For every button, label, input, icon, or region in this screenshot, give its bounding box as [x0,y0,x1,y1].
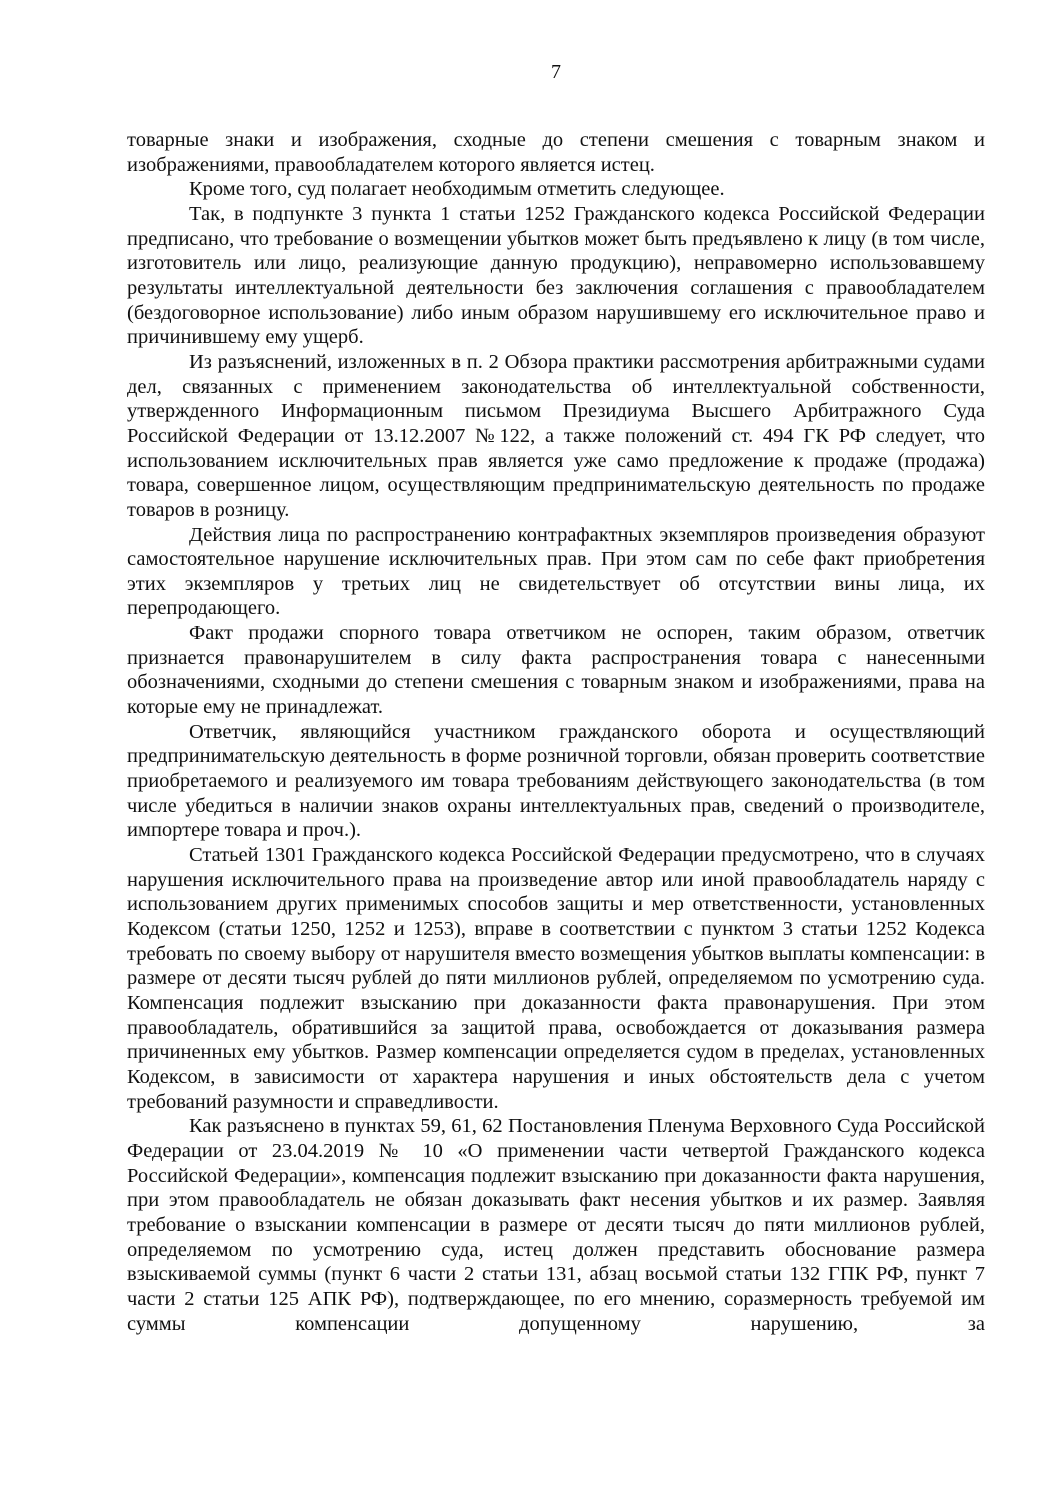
paragraph: Кроме того, суд полагает необходимым отметить следующее. [189,178,725,201]
paragraph: Статьей 1301 Гражданского кодекса Российской Федерации предусмотрено, что в случаях нарушения исключительного права на произведение автор или иной правообладатель наряду с использованием других применимых способов защиты и мер ответственности, установленных Кодексом (статьи 1250, 1252 и 1253), вправе в соответствии с пунктом 3 статьи 1252 Кодекса требовать по своему выбору от нарушителя вместо возмещения убытков выплаты компенсации: в размере от десяти тысяч рублей до пяти миллионов рублей, определяемом по усмотрению суда. Компенсация подлежит взысканию при доказанности факта правонарушения. При этом правообладатель, обратившийся за защитой права, освобождается от доказывания размера причиненных ему убытков. Размер компенсации определяется судом в пределах, установленных Кодексом, в зависимости от характера нарушения и иных обстоятельств дела с учетом требований разумности и справедливости. [127,844,985,1113]
page-number: 7 [551,61,561,83]
paragraph: Так, в подпункте 3 пункта 1 статьи 1252 Гражданского кодекса Российской Федерации предписано, что требование о возмещении убытков может быть предъявлено к лицу (в том числе, изготовитель или лицо, реализующие данную продукцию), неправомерно использовавшему результаты интеллектуальной деятельности без заключения соглашения с правообладателем (бездоговорное использование) либо иным образом нарушившему его исключительное право и причинившему ему ущерб. [127,202,985,349]
paragraph: товарные знаки и изображения, сходные до степени смешения с товарным знаком и изображениями, правообладателем которого является истец. [127,129,985,176]
paragraph: Как разъяснено в пунктах 59, 61, 62 Постановления Пленума Верховного Суда Российской Федерации от 23.04.2019 № 10 «О применении части четвертой Гражданского кодекса Российской Федерации», компенсация подлежит взысканию при доказанности факта нарушения, при этом правообладатель не обязан доказывать факт несения убытков и их размер. Заявляя требование о взыскании компенсации в размере от десяти тысяч до пяти миллионов рублей, определяемом по усмотрению суда, истец должен представить обоснование размера взыскиваемой суммы (пункт 6 части 2 статьи 131, абзац восьмой статьи 132 ГПК РФ, пункт 7 части 2 статьи 125 АПК РФ), подтверждающее, по его мнению, соразмерность требуемой им суммы компенсации допущенному нарушению, за [127,1115,985,1335]
paragraph: Действия лица по распространению контрафактных экземпляров произведения образуют самостоятельное нарушение исключительных прав. При этом сам по себе факт приобретения этих экземпляров у третьих лиц не свидетельствует об отсутствии вины лица, их перепродающего. [127,523,985,620]
paragraph: Из разъяснений, изложенных в п. 2 Обзора практики рассмотрения арбитражными судами дел, связанных с применением законодательства об интеллектуальной собственности, утвержденного Информационным письмом Президиума Высшего Арбитражного Суда Российской Федерации от 13.12.2007 №122, а также положений ст. 494 ГК РФ следует, что использованием исключительных прав является уже само предложение к продаже (продажа) товара, совершенное лицом, осуществляющим предпринимательскую деятельность по продаже товаров в розницу. [127,350,985,521]
paragraph: Факт продажи спорного товара ответчиком не оспорен, таким образом, ответчик признается правонарушителем в силу факта распространения товара с нанесенными обозначениями, сходными до степени смешения с товарным знаком и изображениями, права на которые ему не принадлежат. [127,622,985,719]
paragraph: Ответчик, являющийся участником гражданского оборота и осуществляющий предпринимательскую деятельность в форме розничной торговли, обязан проверить соответствие приобретаемого и реализуемого им товара требованиям действующего законодательства (в том числе убедиться в наличии знаков охраны интеллектуальных прав, сведений о производителе, импортере товара и проч.). [127,720,985,842]
document-body [127,128,985,1336]
